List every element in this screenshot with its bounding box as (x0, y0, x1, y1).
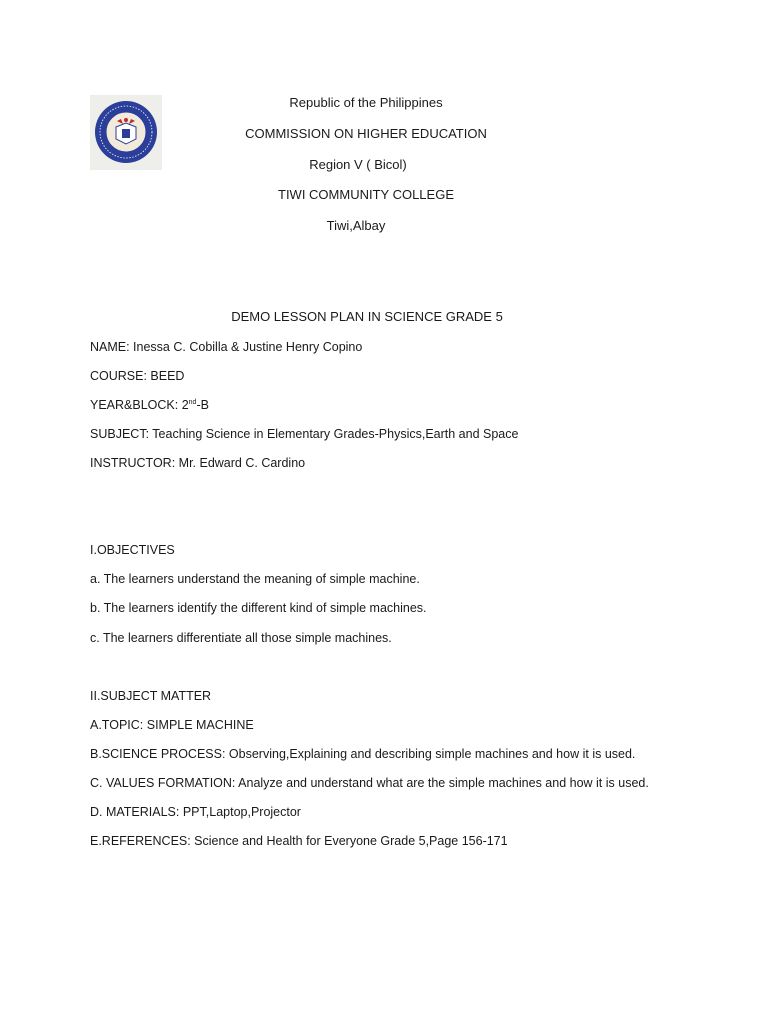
values-formation-line: C. VALUES FORMATION: Analyze and understand what are the simple machines and how it is used. (90, 776, 649, 790)
header-college: TIWI COMMUNITY COLLEGE (278, 187, 454, 202)
header-commission: COMMISSION ON HIGHER EDUCATION (245, 126, 487, 141)
header-location: Tiwi,Albay (326, 218, 386, 233)
year-block-sup: nd (188, 399, 197, 406)
year-block-suffix: -B (196, 398, 209, 412)
lesson-plan-title: DEMO LESSON PLAN IN SCIENCE GRADE 5 (231, 309, 503, 324)
name-line: NAME: Inessa C. Cobilla & Justine Henry Copino (90, 340, 363, 354)
instructor-line: INSTRUCTOR: Mr. Edward C. Cardino (90, 456, 306, 470)
subject-line: SUBJECT: Teaching Science in Elementary Grades-Physics,Earth and Space (90, 427, 519, 441)
topic-line: A.TOPIC: SIMPLE MACHINE (90, 718, 254, 732)
header-region: Region V ( Bicol) (309, 157, 407, 172)
subject-matter-heading: II.SUBJECT MATTER (90, 689, 212, 703)
year-block-prefix: YEAR&BLOCK: 2 (90, 398, 189, 412)
science-process-line: B.SCIENCE PROCESS: Observing,Explaining and describing simple machines and how it is used. (90, 747, 636, 761)
objective-item: c. The learners differentiate all those simple machines. (90, 631, 392, 645)
references-line: E.REFERENCES: Science and Health for Everyone Grade 5,Page 156-171 (90, 834, 508, 848)
objective-item: a. The learners understand the meaning of simple machine. (90, 572, 420, 586)
materials-line: D. MATERIALS: PPT,Laptop,Projector (90, 805, 301, 819)
year-block-line (90, 397, 209, 413)
objectives-heading: I.OBJECTIVES (90, 543, 175, 557)
header-republic: Republic of the Philippines (289, 95, 443, 110)
course-line: COURSE: BEED (90, 369, 185, 383)
objective-item: b. The learners identify the different kind of simple machines. (90, 601, 427, 615)
